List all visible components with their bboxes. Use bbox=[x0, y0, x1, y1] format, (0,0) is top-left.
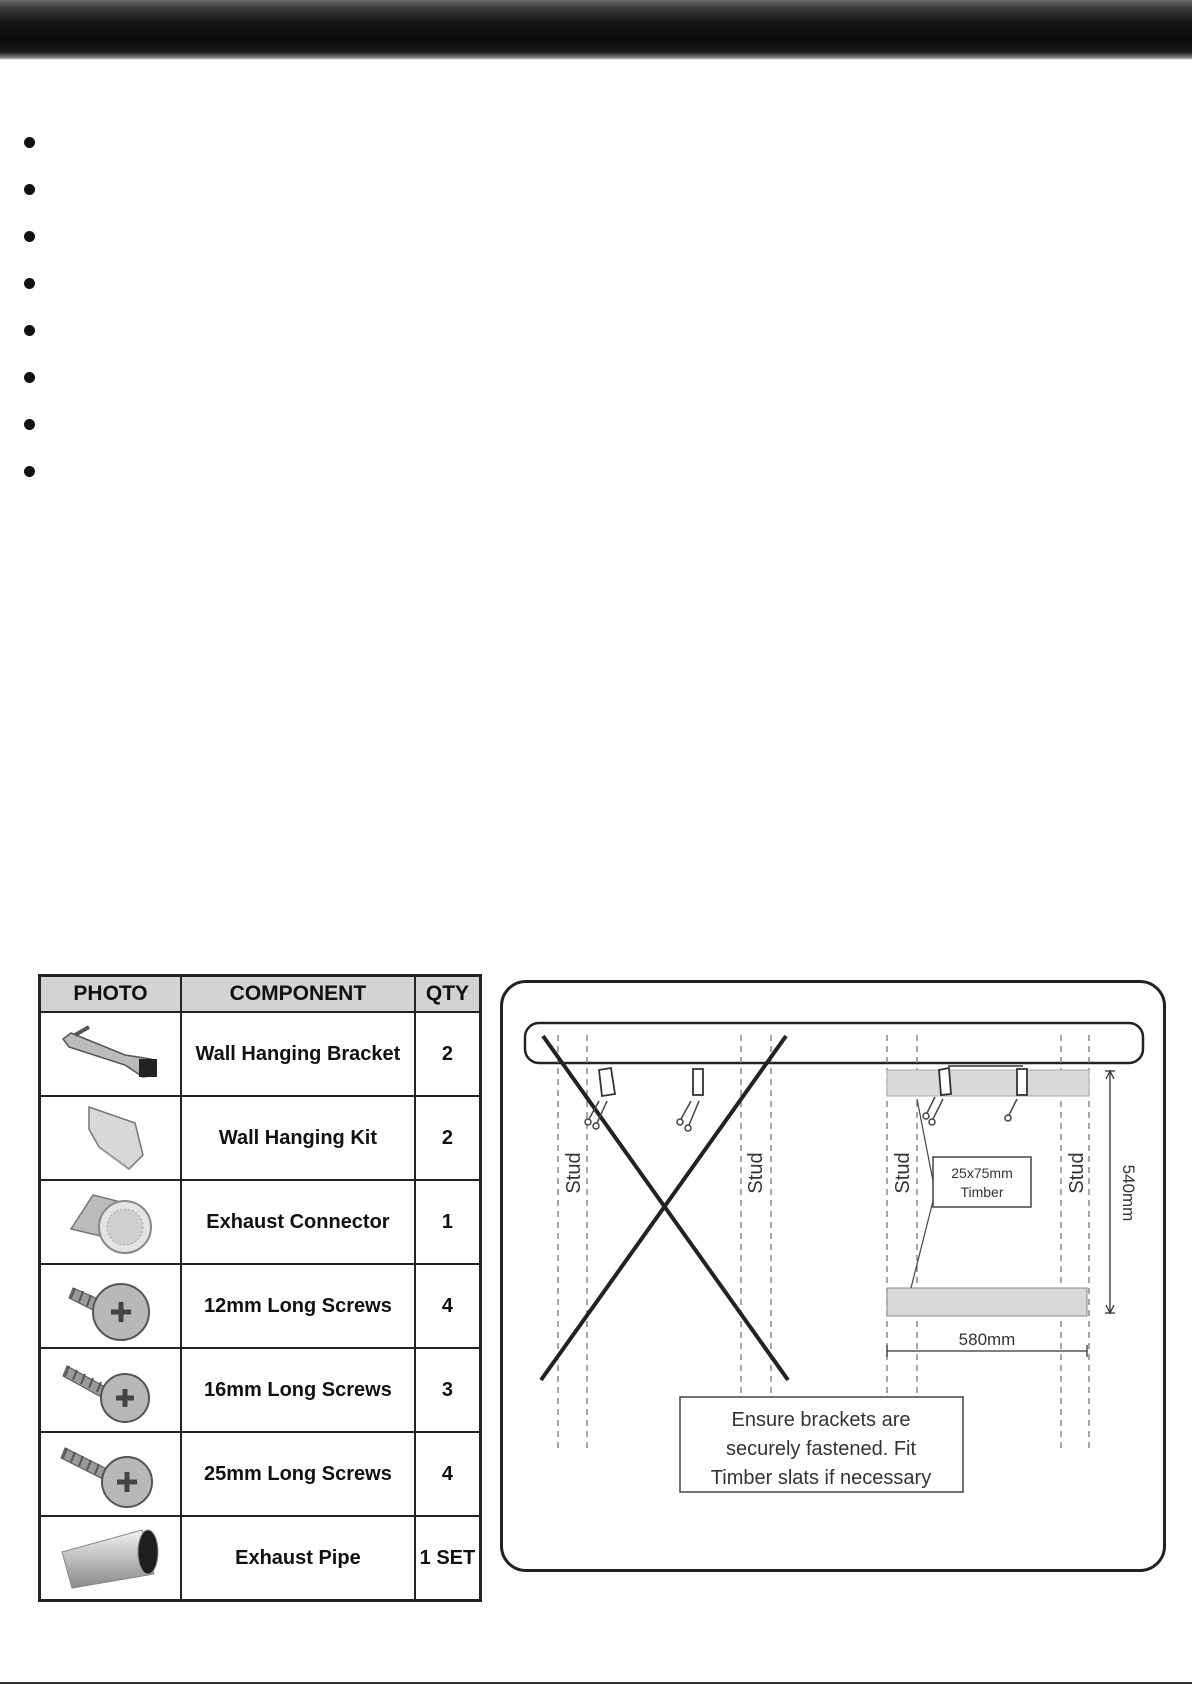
components-table bbox=[38, 974, 482, 1602]
bullet-dot-icon bbox=[24, 278, 35, 289]
component-column-header: COMPONENT bbox=[181, 976, 415, 1013]
photo-cell bbox=[40, 1012, 181, 1096]
left-studs bbox=[558, 1035, 771, 1453]
timber-size-label: 25x75mm bbox=[951, 1165, 1013, 1181]
header-bar bbox=[0, 0, 1192, 60]
stud-label: Stud bbox=[745, 1152, 767, 1194]
component-qty: 1 SET bbox=[415, 1516, 481, 1601]
upper-timber-slat bbox=[887, 1070, 1089, 1096]
mounting-diagram bbox=[500, 980, 1166, 1572]
connector-icon bbox=[55, 1185, 165, 1259]
bracket-line-highlight bbox=[525, 1023, 1143, 1063]
width-dimension-label: 580mm bbox=[958, 1330, 1016, 1349]
table-row bbox=[40, 1432, 481, 1516]
right-studs bbox=[887, 1035, 1089, 1453]
bullet-dot-icon bbox=[24, 137, 35, 148]
qty-column-header: QTY bbox=[415, 976, 481, 1013]
mounting-diagram-drawing bbox=[503, 983, 1169, 1575]
component-name: Wall Hanging Bracket bbox=[181, 1012, 415, 1096]
component-name: Exhaust Connector bbox=[181, 1180, 415, 1264]
kit-icon bbox=[55, 1101, 165, 1175]
bracket-icon bbox=[55, 1019, 165, 1089]
table-row bbox=[40, 1096, 481, 1180]
stud-label: Stud bbox=[892, 1152, 914, 1194]
lower-timber-slat bbox=[887, 1288, 1087, 1316]
bullet-dot-icon bbox=[24, 231, 35, 242]
component-qty: 3 bbox=[415, 1348, 481, 1432]
screw-icon bbox=[55, 1268, 165, 1344]
bullet-dot-icon bbox=[24, 466, 35, 477]
photo-cell bbox=[40, 1516, 181, 1601]
component-name: 16mm Long Screws bbox=[181, 1348, 415, 1432]
table-row bbox=[40, 1348, 481, 1432]
note-line: Ensure brackets are bbox=[731, 1409, 911, 1431]
photo-cell bbox=[40, 1348, 181, 1432]
left-brackets bbox=[599, 1068, 703, 1096]
table-row bbox=[40, 1180, 481, 1264]
table-row bbox=[40, 1264, 481, 1348]
stud-label: Stud bbox=[1066, 1152, 1088, 1194]
note-line: securely fastened. Fit bbox=[725, 1438, 917, 1460]
note-line: Timber slats if necessary bbox=[710, 1467, 932, 1489]
screw-icon bbox=[55, 1436, 165, 1512]
height-dimension-label: 540mm bbox=[1119, 1164, 1138, 1222]
bullet-dot-icon bbox=[24, 372, 35, 383]
component-name: 25mm Long Screws bbox=[181, 1432, 415, 1516]
photo-cell bbox=[40, 1096, 181, 1180]
cross-out-mark bbox=[541, 1036, 788, 1380]
bullet-dot-icon bbox=[24, 325, 35, 336]
component-name: Wall Hanging Kit bbox=[181, 1096, 415, 1180]
bottom-rule bbox=[0, 1682, 1192, 1684]
table-row bbox=[40, 1012, 481, 1096]
photo-cell bbox=[40, 1180, 181, 1264]
timber-word-label: Timber bbox=[960, 1184, 1004, 1200]
bullet-dot-icon bbox=[24, 184, 35, 195]
table-header-row bbox=[40, 976, 481, 1013]
component-qty: 4 bbox=[415, 1264, 481, 1348]
component-qty: 1 bbox=[415, 1180, 481, 1264]
component-name: Exhaust Pipe bbox=[181, 1516, 415, 1601]
photo-cell bbox=[40, 1432, 181, 1516]
stud-label: Stud bbox=[563, 1152, 585, 1194]
pipe-icon bbox=[54, 1522, 166, 1594]
bullet-dot-icon bbox=[24, 419, 35, 430]
table-row bbox=[40, 1516, 481, 1601]
component-qty: 4 bbox=[415, 1432, 481, 1516]
screw-icon bbox=[55, 1352, 165, 1428]
photo-cell bbox=[40, 1264, 181, 1348]
height-dimension-line bbox=[1105, 1071, 1115, 1313]
right-screw-marks bbox=[923, 1097, 1017, 1125]
photo-column-header: PHOTO bbox=[40, 976, 181, 1013]
component-qty: 2 bbox=[415, 1096, 481, 1180]
component-qty: 2 bbox=[415, 1012, 481, 1096]
component-name: 12mm Long Screws bbox=[181, 1264, 415, 1348]
